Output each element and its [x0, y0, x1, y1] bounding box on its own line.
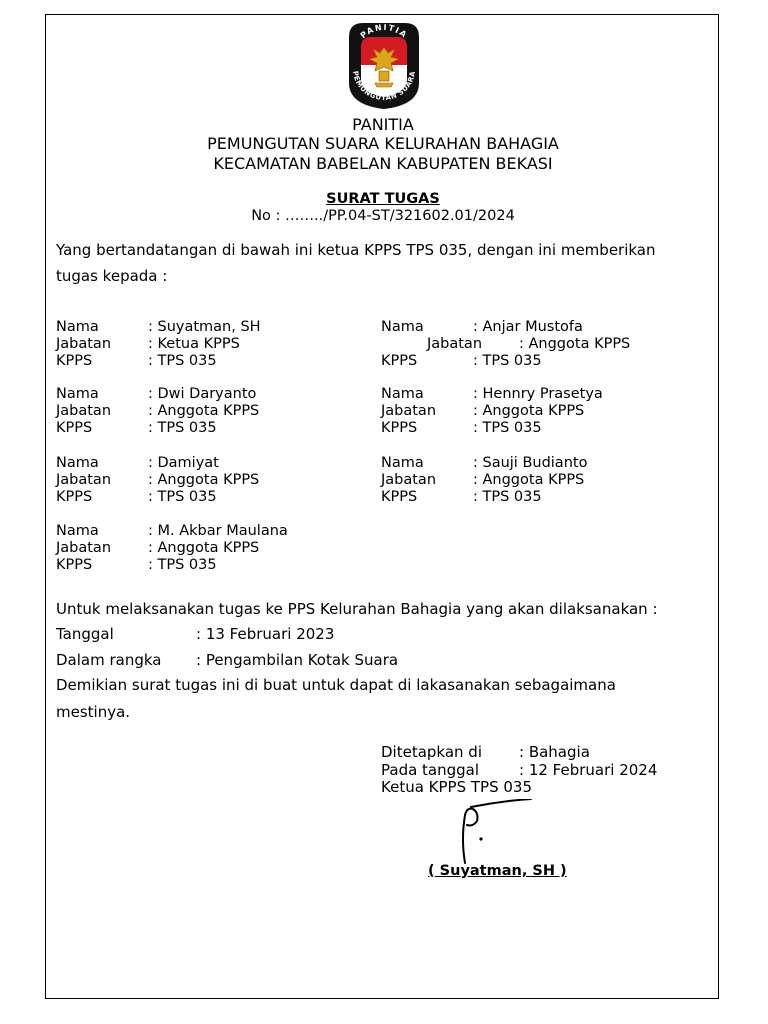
header-line-kecamatan: KECAMATAN BABELAN KABUPATEN BEKASI	[213, 154, 553, 173]
nama-value: : Sauji Budianto	[473, 455, 588, 471]
nama-value: : Hennry Prasetya	[473, 386, 603, 402]
date-label: Pada tanggal	[381, 761, 480, 779]
kpps-label: KPPS	[56, 557, 93, 573]
kpps-label: KPPS	[56, 420, 93, 436]
letter-title: SURAT TUGAS	[326, 191, 440, 207]
svg-text:PANITIA: PANITIA	[358, 22, 410, 41]
jabatan-value: : Anggota KPPS	[519, 336, 631, 352]
kpps-value: : TPS 035	[473, 489, 542, 505]
jabatan-label: Jabatan	[427, 336, 483, 352]
date-value: : 12 Februari 2024	[519, 761, 658, 779]
kpps-value: : TPS 035	[148, 489, 217, 505]
jabatan-value: : Anggota KPPS	[473, 472, 585, 488]
nama-label: Nama	[381, 455, 424, 471]
signer-role: Ketua KPPS TPS 035	[381, 778, 533, 796]
jabatan-value: : Anggota KPPS	[148, 540, 260, 556]
tanggal-label: Tanggal	[56, 625, 114, 643]
nama-value: : Dwi Daryanto	[148, 386, 257, 402]
jabatan-value: : Ketua KPPS	[148, 336, 240, 352]
kpps-label: KPPS	[56, 353, 93, 369]
nama-value: : M. Akbar Maulana	[148, 523, 288, 539]
jabatan-label: Jabatan	[56, 403, 112, 419]
closing-line-2: mestinya.	[56, 703, 131, 721]
jabatan-label: Jabatan	[56, 336, 112, 352]
rangka-value: : Pengambilan Kotak Suara	[196, 651, 399, 669]
jabatan-label: Jabatan	[381, 472, 437, 488]
jabatan-value: : Anggota KPPS	[148, 472, 260, 488]
place-label: Ditetapkan di	[381, 743, 483, 761]
nama-label: Nama	[56, 319, 99, 335]
rangka-label: Dalam rangka	[56, 651, 162, 669]
kpps-value: : TPS 035	[148, 353, 217, 369]
jabatan-value: : Anggota KPPS	[473, 403, 585, 419]
nama-label: Nama	[381, 386, 424, 402]
kpps-label: KPPS	[381, 420, 418, 436]
kpps-value: : TPS 035	[148, 557, 217, 573]
kpps-label: KPPS	[381, 353, 418, 369]
nama-label: Nama	[56, 523, 99, 539]
handwritten-signature	[451, 799, 541, 869]
jabatan-value: : Anggota KPPS	[148, 403, 260, 419]
kpps-label: KPPS	[381, 489, 418, 505]
jabatan-label: Jabatan	[56, 472, 112, 488]
header-line-panitia: PANITIA	[352, 115, 414, 134]
svg-text:PEMUNGUTAN SUARA: PEMUNGUTAN SUARA	[350, 70, 418, 103]
letter-number: No : ……../PP.04-ST/321602.01/2024	[251, 208, 515, 224]
jabatan-label: Jabatan	[381, 403, 437, 419]
nama-value: : Suyatman, SH	[148, 319, 261, 335]
place-value: : Bahagia	[519, 743, 590, 761]
closing-line-1: Demikian surat tugas ini di buat untuk dapat di lakasanakan sebagaimana	[56, 676, 616, 694]
purpose-text: Untuk melaksanakan tugas ke PPS Kelurahan Bahagia yang akan dilaksanakan :	[56, 600, 658, 618]
kpps-emblem-logo	[341, 19, 427, 111]
jabatan-label: Jabatan	[56, 540, 112, 556]
kpps-value: : TPS 035	[473, 353, 542, 369]
intro-line-1: Yang bertandatangan di bawah ini ketua KPPS TPS 035, dengan ini memberikan	[56, 241, 656, 259]
nama-value: : Anjar Mustofa	[473, 319, 583, 335]
kpps-value: : TPS 035	[148, 420, 217, 436]
letter-page	[45, 14, 719, 999]
nama-label: Nama	[381, 319, 424, 335]
signer-name: ( Suyatman, SH )	[428, 863, 567, 879]
header-line-pemungutan: PEMUNGUTAN SUARA KELURAHAN BAHAGIA	[207, 134, 559, 153]
nama-label: Nama	[56, 455, 99, 471]
kpps-value: : TPS 035	[473, 420, 542, 436]
nama-label: Nama	[56, 386, 99, 402]
nama-value: : Damiyat	[148, 455, 219, 471]
tanggal-value: : 13 Februari 2023	[196, 625, 335, 643]
kpps-label: KPPS	[56, 489, 93, 505]
intro-line-2: tugas kepada :	[56, 267, 168, 285]
